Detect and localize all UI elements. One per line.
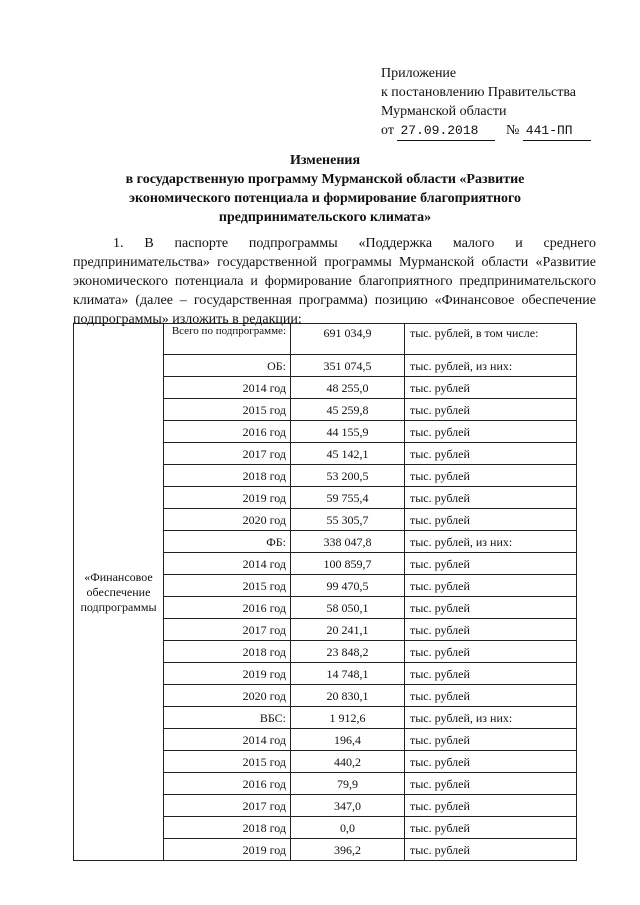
unit-cell: тыс. рублей [405, 663, 577, 685]
period-cell: 2018 год [164, 817, 291, 839]
value-cell: 14 748,1 [291, 663, 405, 685]
unit-cell: тыс. рублей [405, 509, 577, 531]
decree-date: 27.09.2018 [397, 121, 495, 141]
unit-cell: тыс. рублей [405, 399, 577, 421]
unit-cell: тыс. рублей [405, 729, 577, 751]
period-cell: 2020 год [164, 685, 291, 707]
appendix-block [381, 64, 591, 141]
value-cell: 20 241,1 [291, 619, 405, 641]
period-cell: ФБ: [164, 531, 291, 553]
unit-cell: тыс. рублей [405, 751, 577, 773]
title-line-2: в государственную программу Мурманской области «Развитие [125, 172, 525, 187]
value-cell: 0,0 [291, 817, 405, 839]
period-cell: 2016 год [164, 597, 291, 619]
period-cell: 2017 год [164, 619, 291, 641]
title-line-1: Изменения [289, 153, 361, 168]
value-cell: 440,2 [291, 751, 405, 773]
appendix-line-2: к постановлению Правительства [381, 85, 577, 100]
value-cell: 55 305,7 [291, 509, 405, 531]
appendix-line-3: Мурманской области [381, 104, 507, 119]
period-cell: 2016 год [164, 421, 291, 443]
appendix-line-1: Приложение [381, 66, 457, 81]
value-cell: 351 074,5 [291, 355, 405, 377]
unit-cell: тыс. рублей [405, 685, 577, 707]
paragraph-1 [73, 234, 596, 329]
value-cell: 396,2 [291, 839, 405, 861]
unit-cell: тыс. рублей, из них: [405, 707, 577, 729]
document-title [90, 151, 560, 227]
unit-cell: тыс. рублей, в том числе: [405, 324, 577, 355]
unit-cell: тыс. рублей [405, 839, 577, 861]
unit-cell: тыс. рублей [405, 641, 577, 663]
unit-cell: тыс. рублей [405, 443, 577, 465]
row-label-cell: «Финансовое обеспечение подпрограммы [74, 324, 164, 861]
value-cell: 99 470,5 [291, 575, 405, 597]
value-cell: 59 755,4 [291, 487, 405, 509]
period-cell: Всего по подпрограмме: [164, 324, 291, 355]
financing-table [73, 323, 577, 861]
unit-cell: тыс. рублей [405, 421, 577, 443]
value-cell: 338 047,8 [291, 531, 405, 553]
period-cell: ОБ: [164, 355, 291, 377]
period-cell: 2016 год [164, 773, 291, 795]
title-line-3: экономического потенциала и формирование благоприятного [128, 191, 522, 206]
value-cell: 79,9 [291, 773, 405, 795]
value-cell: 100 859,7 [291, 553, 405, 575]
unit-cell: тыс. рублей [405, 597, 577, 619]
unit-cell: тыс. рублей [405, 817, 577, 839]
value-cell: 44 155,9 [291, 421, 405, 443]
unit-cell: тыс. рублей [405, 575, 577, 597]
value-cell: 1 912,6 [291, 707, 405, 729]
unit-cell: тыс. рублей [405, 773, 577, 795]
financing-table-body [74, 324, 577, 861]
period-cell: 2014 год [164, 553, 291, 575]
value-cell: 48 255,0 [291, 377, 405, 399]
value-cell: 23 848,2 [291, 641, 405, 663]
value-cell: 58 050,1 [291, 597, 405, 619]
table-row [74, 324, 577, 355]
value-cell: 45 259,8 [291, 399, 405, 421]
period-cell: 2020 год [164, 509, 291, 531]
unit-cell: тыс. рублей, из них: [405, 355, 577, 377]
decree-number: 441-ПП [523, 121, 591, 141]
period-cell: 2017 год [164, 443, 291, 465]
period-cell: 2015 год [164, 575, 291, 597]
unit-cell: тыс. рублей [405, 487, 577, 509]
period-cell: 2014 год [164, 377, 291, 399]
unit-cell: тыс. рублей [405, 619, 577, 641]
value-cell: 196,4 [291, 729, 405, 751]
appendix-date-line [381, 121, 591, 141]
period-cell: 2015 год [164, 751, 291, 773]
value-cell: 45 142,1 [291, 443, 405, 465]
unit-cell: тыс. рублей [405, 553, 577, 575]
period-cell: 2018 год [164, 641, 291, 663]
number-prefix: № [505, 123, 520, 138]
value-cell: 347,0 [291, 795, 405, 817]
period-cell: 2019 год [164, 663, 291, 685]
period-cell: 2018 год [164, 465, 291, 487]
unit-cell: тыс. рублей, из них: [405, 531, 577, 553]
value-cell: 53 200,5 [291, 465, 405, 487]
period-cell: 2019 год [164, 839, 291, 861]
period-cell: 2019 год [164, 487, 291, 509]
unit-cell: тыс. рублей [405, 465, 577, 487]
period-cell: 2017 год [164, 795, 291, 817]
paragraph-number: 1. [113, 236, 124, 251]
paragraph-text: В паспорте подпрограммы «Поддержка малого и среднего предпринимательства» государственной программы Мурманской области «Развитие экономического потенциала и формирование благоприятного предпринимательского климата» (далее – государственная программа) позицию «Финансовое обеспечение подпрограммы» изложить в редакции: [73, 236, 597, 327]
period-cell: ВБС: [164, 707, 291, 729]
unit-cell: тыс. рублей [405, 377, 577, 399]
title-line-4: предпринимательского климата» [218, 210, 432, 225]
date-prefix: от [381, 123, 394, 138]
unit-cell: тыс. рублей [405, 795, 577, 817]
value-cell: 20 830,1 [291, 685, 405, 707]
value-cell: 691 034,9 [291, 324, 405, 355]
period-cell: 2014 год [164, 729, 291, 751]
period-cell: 2015 год [164, 399, 291, 421]
